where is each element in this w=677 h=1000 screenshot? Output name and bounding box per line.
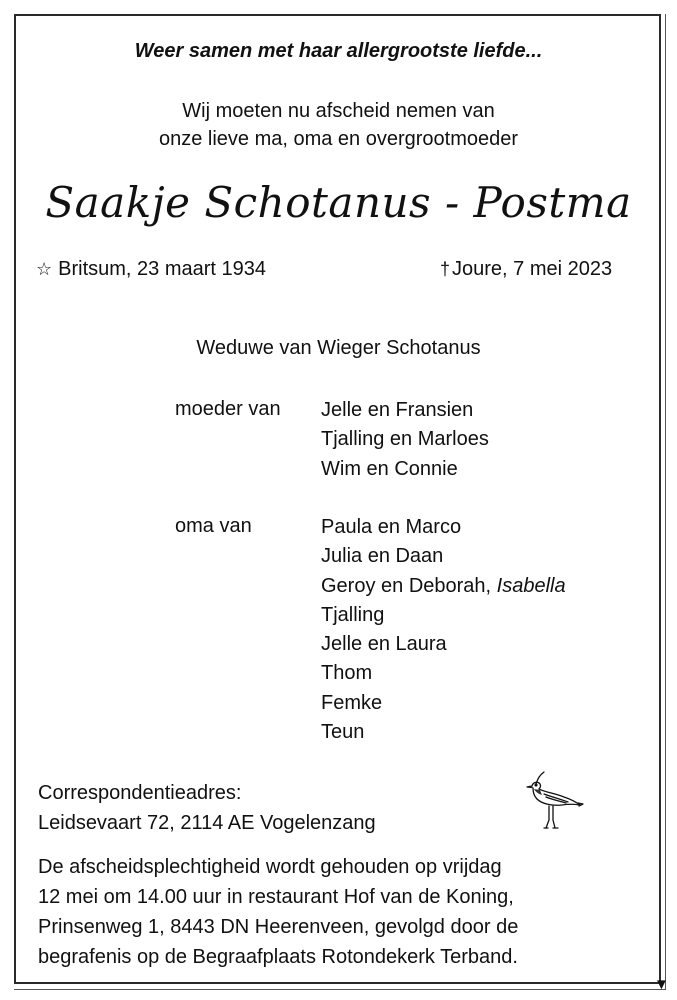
intro-text	[0, 97, 677, 153]
list-item: Paula en Marco	[321, 516, 462, 538]
list-item: Jelle en Fransien	[321, 399, 474, 421]
children-list	[321, 396, 489, 484]
list-item: Julia en Daan	[321, 545, 444, 568]
birth-info	[36, 258, 266, 281]
star-icon: ☆	[36, 259, 53, 279]
intro-line: Wij moeten nu afscheid nemen van	[182, 100, 495, 122]
list-item: Femke	[321, 691, 383, 714]
grandchildren-list	[321, 513, 566, 747]
list-item: Tjalling en Marloes	[321, 428, 489, 451]
birth-text: Britsum, 23 maart 1934	[58, 258, 267, 280]
deceased-name: Saakje Schotanus - Postma	[45, 178, 632, 227]
great-grandchild: Isabella	[496, 574, 566, 597]
list-item: Tjalling	[321, 603, 385, 626]
death-text: Joure, 7 mei 2023	[452, 258, 613, 280]
death-info	[440, 258, 612, 281]
grandma-of-label: oma van	[175, 515, 252, 537]
lapwing-bird-icon	[522, 770, 584, 834]
triangle-down-icon: ▼	[654, 976, 669, 993]
list-item: Teun	[321, 721, 365, 744]
intro-line: onze lieve ma, oma en overgrootmoeder	[158, 128, 519, 150]
ceremony-line: Prinsenweg 1, 8443 DN Heerenveen, gevolgd door de	[38, 916, 519, 938]
motto: Weer samen met haar allergrootste liefde...	[134, 40, 543, 62]
address-line: Leidsevaart 72, 2114 AE Vogelenzang	[38, 812, 376, 834]
correspondence-address	[38, 778, 376, 838]
ceremony-line: begrafenis op de Begraafplaats Rotondekerk Terband.	[38, 946, 518, 968]
correspondence-label: Correspondentieadres:	[38, 782, 242, 804]
list-item: Thom	[321, 662, 373, 685]
cross-icon: †	[440, 259, 451, 279]
list-item-text: Geroy en Deborah,	[321, 574, 497, 597]
notice-frame	[14, 14, 661, 984]
mother-of-label: moeder van	[175, 398, 281, 420]
list-item	[321, 572, 566, 601]
ceremony-line: De afscheidsplechtigheid wordt gehouden op vrijdag	[38, 856, 502, 878]
widow-line: Weduwe van Wieger Schotanus	[196, 337, 481, 359]
ceremony-info	[38, 852, 638, 972]
ceremony-line: 12 mei om 14.00 uur in restaurant Hof van de Koning,	[38, 886, 514, 908]
list-item: Jelle en Laura	[321, 633, 447, 656]
list-item: Wim en Connie	[321, 457, 458, 480]
